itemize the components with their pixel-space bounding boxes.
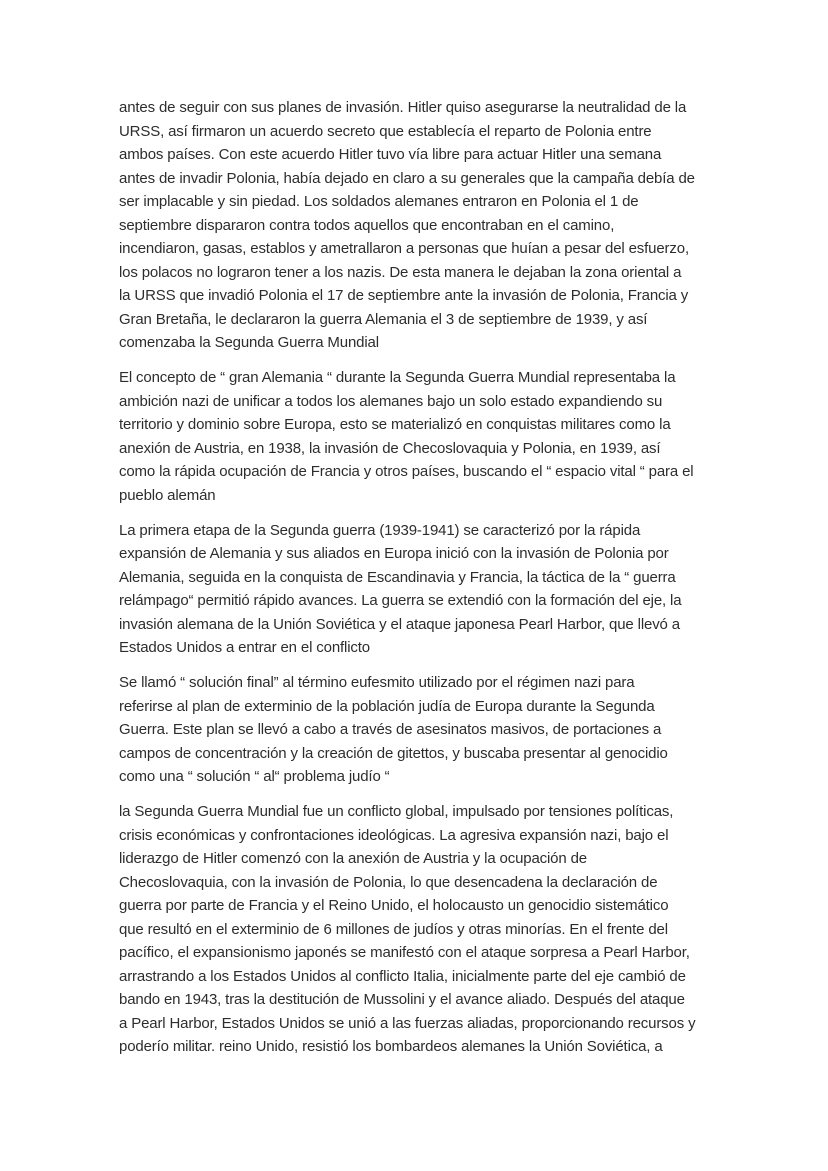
text-line: Se llamó “ solución final” al término eufesmito utilizado por el régimen nazi para [119,674,635,691]
text-line: la Segunda Guerra Mundial fue un conflicto global, impulsado por tensiones políticas, [119,803,674,820]
text-line: referirse al plan de exterminio de la población judía de Europa durante la Segunda [119,697,655,715]
text-line: El concepto de “ gran Alemania “ durante la Segunda Guerra Mundial representaba la [119,369,676,386]
text-line: expansión de Alemania y sus aliados en Europa inició con la invasión de Polonia por [119,545,669,562]
text-line: como una “ solución “ al“ problema judío “ [119,768,390,785]
text-line: ambición nazi de unificar a todos los alemanes bajo un solo estado expandiendo su [119,392,663,410]
text-line: URSS, así firmaron un acuerdo secreto que establecía el reparto de Polonia entre [119,122,652,140]
text-line: liderazgo de Hitler comenzó con la anexión de Austria y la ocupación de [119,850,587,867]
paragraph-2 [119,366,779,507]
text-line: pueblo alemán [119,486,216,504]
paragraph-4 [119,671,779,789]
text-line: antes de invadir Polonia, había dejado en claro a su generales que la campaña debía de [119,169,695,187]
text-line: comenzaba la Segunda Guerra Mundial [119,334,379,351]
text-line: guerra por parte de Francia y el Reino Unido, el holocausto un genocidio sistemático [119,897,669,914]
text-line: Estados Unidos a entrar en el conflicto [119,639,370,656]
paragraph-5 [119,800,779,1059]
text-line: territorio y dominio sobre Europa, esto se materializó en conquistas militares como la [119,416,671,433]
text-line: campos de concentración y la creación de gitettos, y buscaba presentar al genocidio [119,744,668,762]
paragraph-3 [119,519,779,660]
text-line: septiembre dispararon contra todos aquellos que encontraban en el camino, [119,216,615,234]
text-line: La primera etapa de la Segunda guerra (1939-1941) se caracterizó por la rápida [119,521,641,539]
text-line: Checoslovaquia, con la invasión de Polonia, lo que desencadena la declaración de [119,873,658,891]
text-line: ser implacable y sin piedad. Los soldados alemanes entraron en Polonia el 1 de [119,193,639,210]
text-line: crisis económicas y confrontaciones ideológicas. La agresiva expansión nazi, bajo el [119,826,669,844]
text-line: Gran Bretaña, le declararon la guerra Alemania el 3 de septiembre de 1939, y así [119,310,648,328]
text-line: arrastrando a los Estados Unidos al conflicto Italia, inicialmente parte del eje cambió de [119,967,686,985]
text-line: poderío militar. reino Unido, resistió los bombardeos alemanes la Unión Soviética, a [119,1038,663,1055]
text-line: como la rápida ocupación de Francia y otros países, buscando el “ espacio vital “ para el [119,463,694,480]
text-line: ambos países. Con este acuerdo Hitler tuvo vía libre para actuar Hitler una semana [119,146,662,163]
text-line: bando en 1943, tras la destitución de Mussolini y el avance aliado. Después del ataque [119,991,685,1008]
text-line: pacífico, el expansionismo japonés se manifestó con el ataque sorpresa a Pearl Harbor, [119,944,690,961]
text-line: incendiaron, gasas, establos y ametrallaron a personas que huían a pesar del esfuerzo, [119,240,689,257]
text-line: antes de seguir con sus planes de invasión. Hitler quiso asegurarse la neutralidad de la [119,99,687,116]
document-text [119,96,779,1070]
text-line: a Pearl Harbor, Estados Unidos se unió a las fuerzas aliadas, proporcionando recursos y [119,1014,696,1032]
text-line: la URSS que invadió Polonia el 17 de septiembre ante la invasión de Polonia, Francia y [119,287,689,304]
text-line: invasión alemana de la Unión Soviética y el ataque japonesa Pearl Harbor, que llevó a [119,615,680,633]
paragraph-1 [119,96,779,355]
text-line: los polacos no lograron tener a los nazis. De esta manera le dejaban la zona oriental a [119,263,682,281]
text-line: anexión de Austria, en 1938, la invasión de Checoslovaquia y Polonia, en 1939, así [119,439,661,457]
text-line: Guerra. Este plan se llevó a cabo a través de asesinatos masivos, de portaciones a [119,721,662,738]
text-line: que resultó en el exterminio de 6 millones de judíos y otras minorías. En el frente del [119,920,668,938]
text-line: Alemania, seguida en la conquista de Escandinavia y Francia, la táctica de la “ guerra [119,568,676,586]
text-line: relámpago“ permitió rápido avances. La guerra se extendió con la formación del eje, la [119,592,682,609]
